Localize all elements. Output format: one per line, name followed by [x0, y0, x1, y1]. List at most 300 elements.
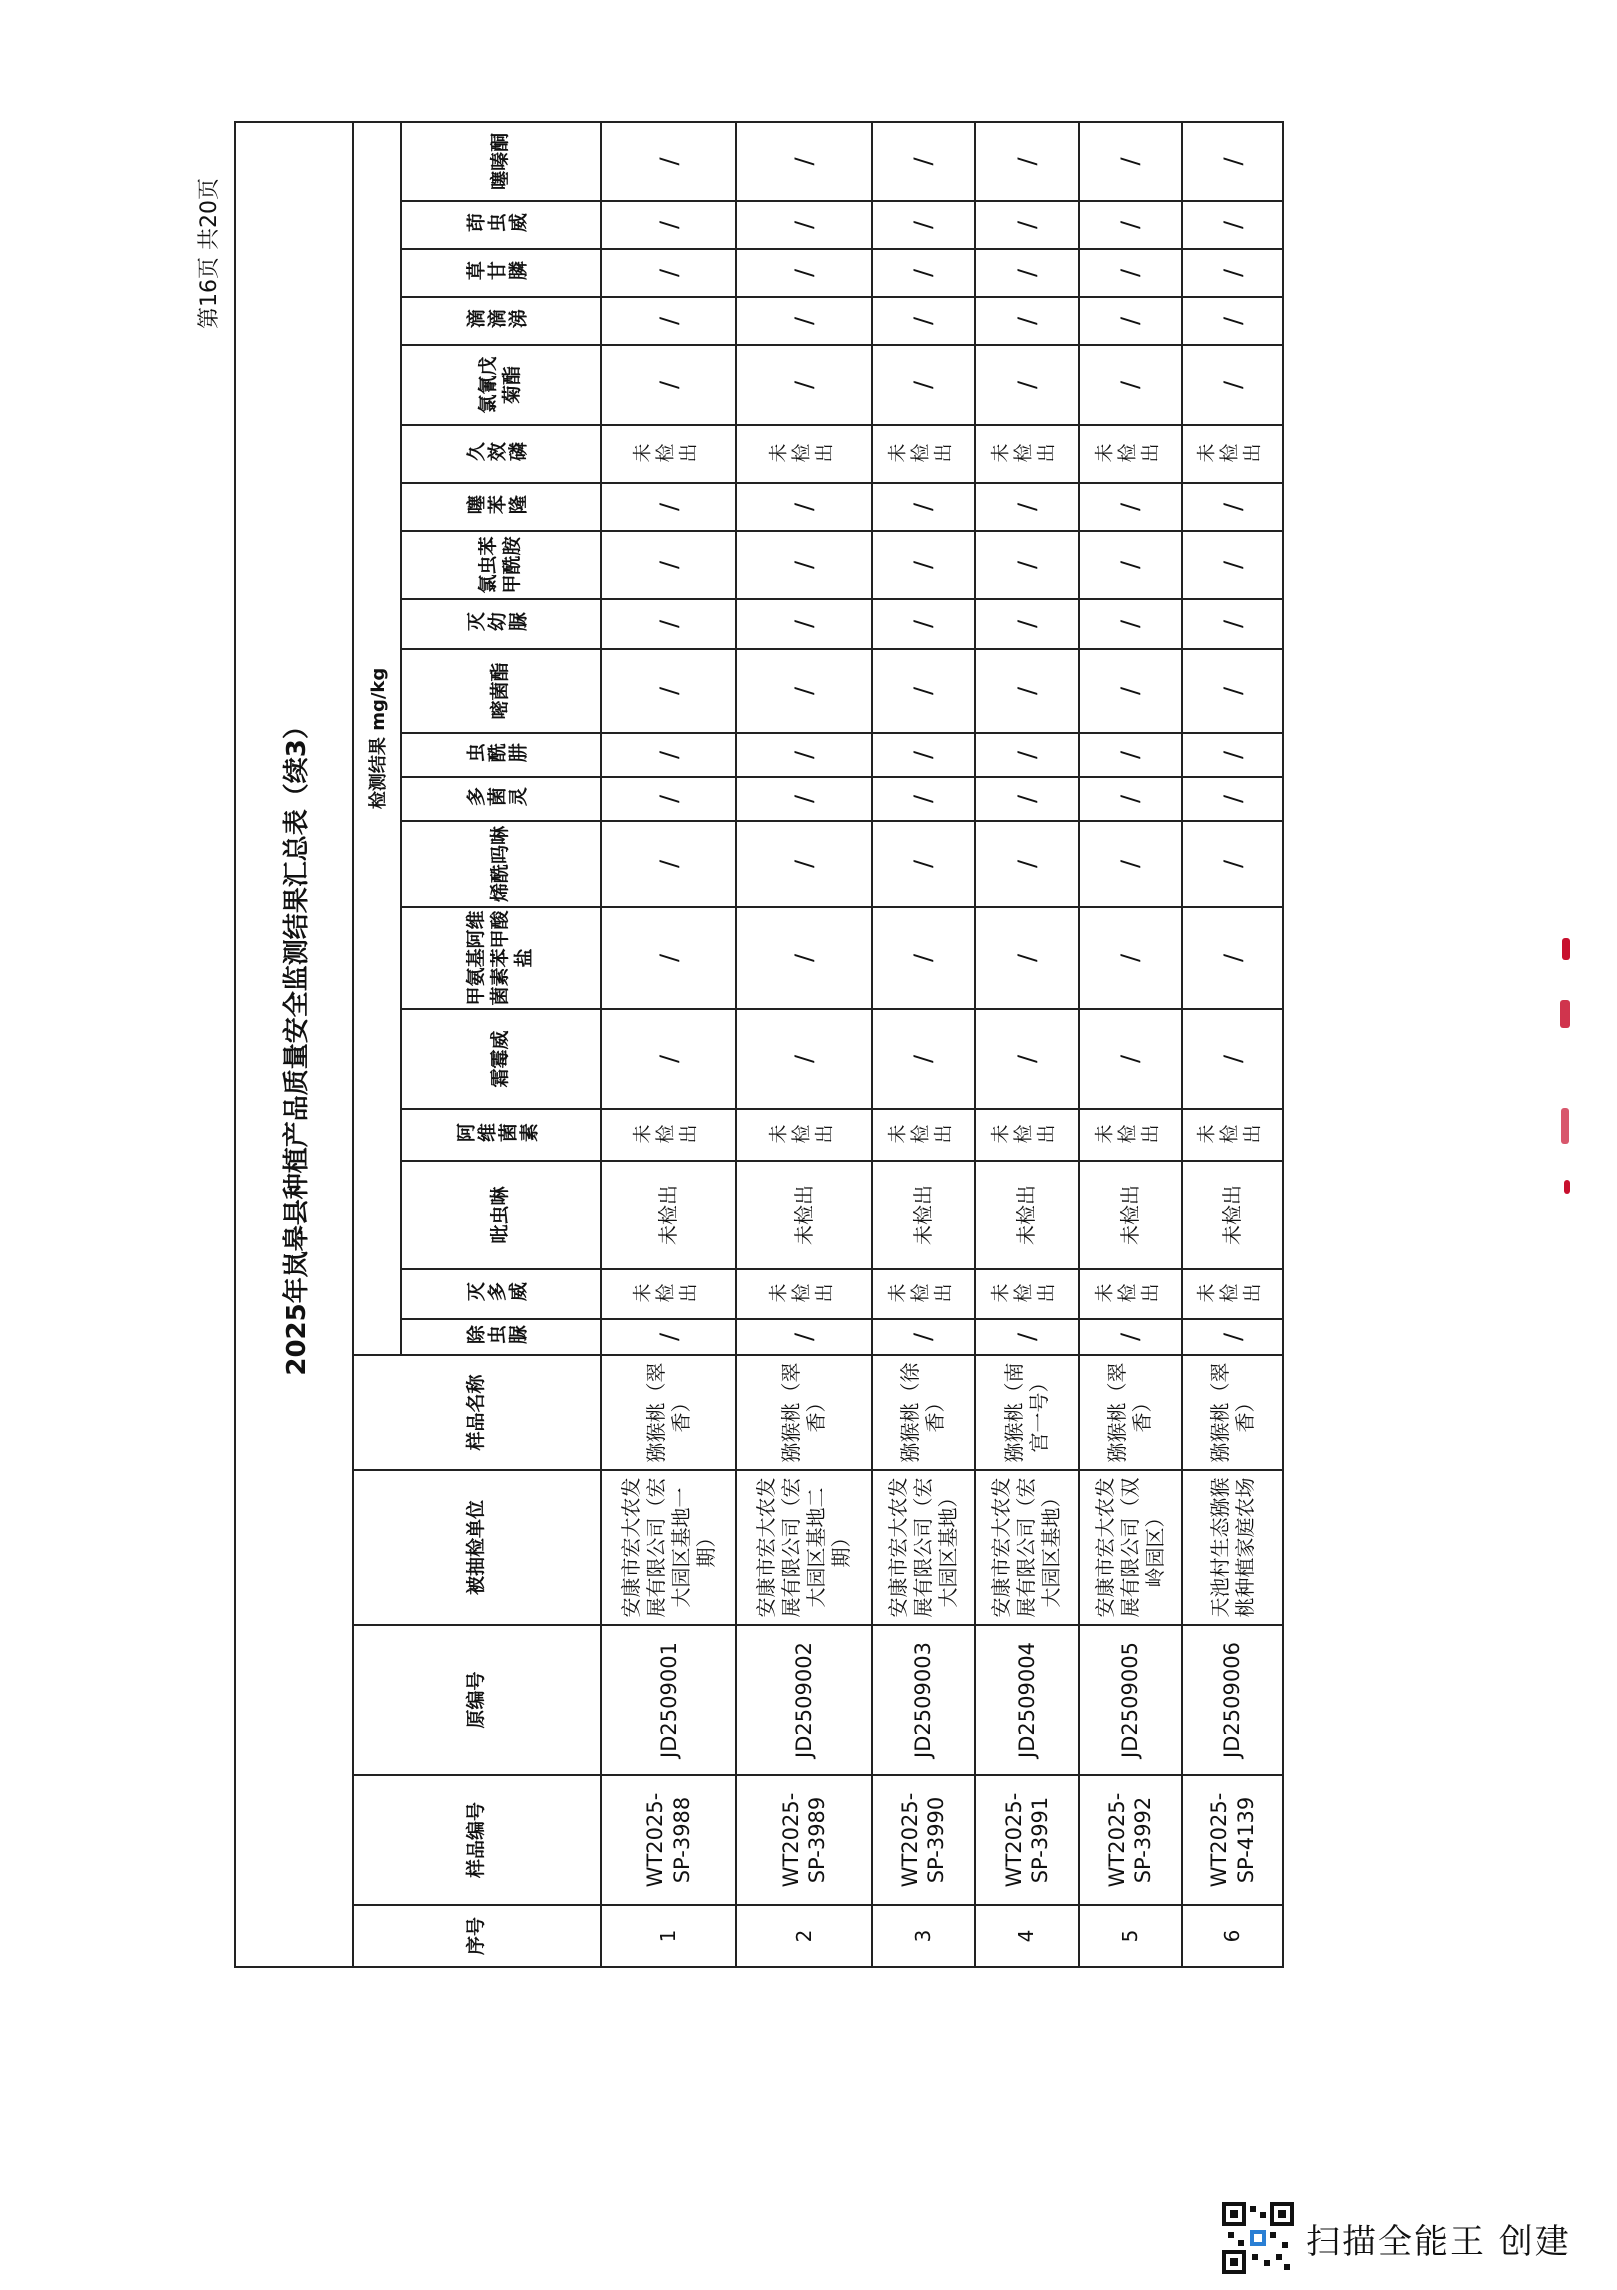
result-value: / [790, 1054, 819, 1064]
header-analyte [401, 483, 601, 531]
row-seq: 5 [1079, 1905, 1182, 1967]
scanner-watermark [1222, 2203, 1571, 2273]
result-cell [601, 1161, 736, 1269]
row-sample-no: WT2025-SP-4139 [1182, 1775, 1283, 1905]
result-cell [601, 821, 736, 907]
qr-code-icon [1222, 2202, 1294, 2274]
result-value: / [909, 1054, 938, 1064]
result-value: / [1012, 686, 1041, 696]
result-value: / [790, 560, 819, 570]
result-cell [975, 1009, 1078, 1109]
result-value: / [909, 560, 938, 570]
header-analyte [401, 201, 601, 249]
result-cell [1182, 733, 1283, 777]
result-value: 未检出 [990, 1124, 1060, 1147]
result-value: / [654, 220, 683, 230]
table-container [197, 132, 1284, 1968]
result-value: / [790, 268, 819, 278]
analyte-label: 灭多威 [466, 1282, 530, 1305]
row-unit: 安康市宏大农发展有限公司（宏大园区基地） [975, 1470, 1078, 1625]
result-cell [1182, 1009, 1283, 1109]
result-value: / [909, 686, 938, 696]
result-value: 未检出 [1196, 1124, 1266, 1147]
result-cell [736, 1009, 871, 1109]
result-value: / [1116, 380, 1145, 390]
result-cell [1079, 1269, 1182, 1319]
result-value: / [1116, 619, 1145, 629]
header-unit: 被抽检单位 [353, 1470, 601, 1625]
result-cell [1182, 249, 1283, 297]
result-value: / [654, 859, 683, 869]
rotated-table-region [197, 132, 1284, 1968]
result-cell [1079, 599, 1182, 649]
result-cell [975, 122, 1078, 201]
result-value: / [654, 560, 683, 570]
result-cell [601, 201, 736, 249]
result-cell [601, 297, 736, 345]
result-value: 未检出 [886, 443, 956, 466]
result-cell [1079, 1009, 1182, 1109]
table-row [1182, 122, 1283, 1967]
result-cell [872, 821, 975, 907]
header-analyte [401, 907, 601, 1009]
row-sample-name: 猕猴桃（翠香） [736, 1355, 871, 1470]
result-value: / [654, 502, 683, 512]
analyte-label: 吡虫啉 [489, 1186, 512, 1244]
result-value: / [654, 1054, 683, 1064]
result-cell [872, 1319, 975, 1355]
result-cell [872, 425, 975, 483]
row-sample-no: WT2025-SP-3991 [975, 1775, 1078, 1905]
result-cell [736, 599, 871, 649]
row-orig-no: JD2509005 [1079, 1625, 1182, 1775]
header-analyte [401, 733, 601, 777]
result-value: 未检出 [656, 1185, 681, 1245]
result-cell [736, 1161, 871, 1269]
result-value: / [1116, 157, 1145, 166]
result-cell [1079, 1161, 1182, 1269]
result-cell [1182, 1161, 1283, 1269]
result-cell [975, 907, 1078, 1009]
result-value: / [1218, 268, 1247, 278]
result-cell [975, 733, 1078, 777]
result-value: / [1116, 268, 1145, 278]
row-seq: 6 [1182, 1905, 1283, 1967]
result-cell [1079, 345, 1182, 425]
result-value: / [909, 1332, 938, 1342]
result-cell [601, 907, 736, 1009]
row-unit: 安康市宏大农发展有限公司（双岭园区） [1079, 1470, 1182, 1625]
result-cell [872, 733, 975, 777]
result-value: 未检出 [886, 1283, 956, 1306]
result-cell [1079, 777, 1182, 821]
result-cell [736, 733, 871, 777]
result-cell [736, 122, 871, 201]
result-value: / [1218, 794, 1247, 804]
result-value: / [1012, 157, 1041, 166]
result-cell [975, 649, 1078, 733]
result-cell [872, 1109, 975, 1161]
result-cell [601, 1009, 736, 1109]
red-stamp-fragment [1560, 1000, 1570, 1028]
result-value: / [790, 220, 819, 230]
analyte-label: 多菌灵 [466, 787, 530, 810]
result-value: / [1116, 220, 1145, 230]
header-analyte [401, 1269, 601, 1319]
result-value: / [654, 686, 683, 696]
result-value: / [1218, 316, 1247, 326]
result-cell [736, 531, 871, 599]
header-analyte [401, 345, 601, 425]
row-unit: 天池村生态猕猴桃种植家庭农场 [1182, 1470, 1283, 1625]
result-cell [975, 425, 1078, 483]
table-row [1079, 122, 1182, 1967]
result-value: / [1116, 953, 1145, 963]
result-cell [1079, 249, 1182, 297]
result-cell [975, 1109, 1078, 1161]
result-cell [601, 1319, 736, 1355]
result-value: 未检出 [910, 1185, 935, 1245]
result-cell [1079, 649, 1182, 733]
scanner-watermark-text: 扫描全能王 创建 [1306, 2221, 1571, 2262]
header-orig-no: 原编号 [353, 1625, 601, 1775]
header-analyte [401, 425, 601, 483]
table-row [601, 122, 736, 1967]
result-cell [736, 345, 871, 425]
result-cell [872, 1009, 975, 1109]
result-cell [975, 1161, 1078, 1269]
row-unit: 安康市宏大农发展有限公司（宏大园区基地一期） [601, 1470, 736, 1625]
result-value: / [1012, 750, 1041, 760]
result-cell [601, 122, 736, 201]
analyte-label: 烯酰吗啉 [489, 826, 512, 903]
result-value: 未检出 [767, 443, 837, 466]
result-cell [601, 733, 736, 777]
result-value: / [1116, 859, 1145, 869]
header-analyte [401, 599, 601, 649]
result-value: / [1218, 157, 1247, 166]
result-value: / [1012, 859, 1041, 869]
result-cell [736, 907, 871, 1009]
result-value: / [1012, 1332, 1041, 1342]
header-analyte [401, 1109, 601, 1161]
result-value: 未检出 [990, 443, 1060, 466]
result-value: / [654, 268, 683, 278]
result-value: / [1012, 502, 1041, 512]
result-value: / [909, 268, 938, 278]
result-cell [975, 1269, 1078, 1319]
result-cell [872, 777, 975, 821]
result-cell [1182, 201, 1283, 249]
result-cell [736, 649, 871, 733]
row-sample-name: 猕猴桃（翠香） [1079, 1355, 1182, 1470]
row-orig-no: JD2509004 [975, 1625, 1078, 1775]
result-cell [601, 345, 736, 425]
result-value: / [654, 750, 683, 760]
result-value: / [790, 502, 819, 512]
result-cell [601, 777, 736, 821]
result-value: / [1012, 619, 1041, 629]
analyte-label: 甲氨基阿维菌素苯甲酸盐 [465, 910, 535, 1006]
result-cell [1182, 649, 1283, 733]
row-orig-no: JD2509006 [1182, 1625, 1283, 1775]
result-cell [736, 297, 871, 345]
result-value: 未检出 [767, 1283, 837, 1306]
result-cell [1182, 821, 1283, 907]
analyte-label: 久效磷 [466, 442, 530, 465]
result-cell [1079, 1109, 1182, 1161]
result-value: / [1218, 502, 1247, 512]
result-cell [601, 483, 736, 531]
result-value: 未检出 [1093, 443, 1163, 466]
result-cell [872, 345, 975, 425]
result-value: / [790, 1332, 819, 1342]
row-seq: 3 [872, 1905, 975, 1967]
result-value: / [1012, 268, 1041, 278]
result-cell [872, 1161, 975, 1269]
result-cell [1079, 201, 1182, 249]
header-analyte [401, 531, 601, 599]
result-value: 未检出 [632, 1283, 702, 1306]
result-cell [975, 1319, 1078, 1355]
result-cell [1182, 599, 1283, 649]
result-cell [736, 1319, 871, 1355]
header-seq: 序号 [353, 1905, 601, 1967]
analyte-label: 氯虫苯甲酰胺 [477, 536, 523, 594]
row-sample-no: WT2025-SP-3990 [872, 1775, 975, 1905]
result-value: / [654, 380, 683, 390]
result-value: / [1116, 794, 1145, 804]
result-cell [872, 599, 975, 649]
analyte-label: 氯氰戊菊酯 [477, 356, 523, 414]
header-analyte [401, 1009, 601, 1109]
row-sample-no: WT2025-SP-3988 [601, 1775, 736, 1905]
row-sample-name: 猕猴桃（徐香） [872, 1355, 975, 1470]
result-value: / [1116, 560, 1145, 570]
result-cell [1079, 821, 1182, 907]
result-value: / [1012, 953, 1041, 963]
result-cell [1079, 483, 1182, 531]
result-value: / [909, 157, 938, 166]
analyte-label: 草甘膦 [466, 261, 530, 284]
analyte-label: 虫酰肼 [466, 743, 530, 766]
result-value: / [790, 619, 819, 629]
row-sample-name: 猕猴桃（南宫一号） [975, 1355, 1078, 1470]
result-value: 未检出 [990, 1283, 1060, 1306]
row-sample-name: 猕猴桃（翠香） [1182, 1355, 1283, 1470]
result-value: / [909, 380, 938, 390]
header-analyte [401, 777, 601, 821]
result-cell [1182, 907, 1283, 1009]
header-sample-no: 样品编号 [353, 1775, 601, 1905]
row-sample-no: WT2025-SP-3989 [736, 1775, 871, 1905]
result-cell [975, 777, 1078, 821]
header-analyte [401, 1319, 601, 1355]
result-cell [601, 531, 736, 599]
result-value: 未检出 [791, 1185, 816, 1245]
analyte-label: 噻嗪酮 [489, 132, 512, 190]
result-value: / [909, 859, 938, 869]
result-cell [1079, 531, 1182, 599]
result-value: 未检出 [1093, 1283, 1163, 1306]
result-value: 未检出 [1014, 1185, 1039, 1245]
result-cell [872, 907, 975, 1009]
result-value: / [1218, 1054, 1247, 1064]
result-value: / [1012, 316, 1041, 326]
result-cell [1182, 1269, 1283, 1319]
result-value: / [1116, 750, 1145, 760]
result-value: / [790, 859, 819, 869]
page-number: 第16页 共20页 [197, 178, 222, 329]
result-value: / [1218, 750, 1247, 760]
result-value: 未检出 [886, 1124, 956, 1147]
analyte-label: 茚虫威 [466, 213, 530, 236]
result-cell [975, 483, 1078, 531]
result-value: / [790, 686, 819, 696]
result-cell [601, 599, 736, 649]
result-value: / [1218, 859, 1247, 869]
result-cell [1182, 345, 1283, 425]
result-value: / [1012, 794, 1041, 804]
result-cell [736, 201, 871, 249]
result-value: / [790, 750, 819, 760]
result-value: / [1218, 1332, 1247, 1342]
result-cell [1079, 425, 1182, 483]
result-cell [872, 1269, 975, 1319]
header-analyte [401, 821, 601, 907]
result-cell [1182, 425, 1283, 483]
result-value: / [1116, 1332, 1145, 1342]
result-cell [736, 425, 871, 483]
result-value: / [1116, 316, 1145, 326]
result-value: / [1218, 619, 1247, 629]
result-value: 未检出 [1196, 443, 1266, 466]
result-value: / [790, 794, 819, 804]
header-analyte [401, 122, 601, 201]
result-value: 未检出 [1196, 1283, 1266, 1306]
result-cell [872, 297, 975, 345]
result-cell [872, 483, 975, 531]
header-analyte [401, 249, 601, 297]
table-row [736, 122, 871, 1967]
result-cell [1079, 297, 1182, 345]
result-value: / [654, 157, 683, 166]
result-value: / [654, 953, 683, 963]
result-value: / [1116, 502, 1145, 512]
result-value: / [1218, 220, 1247, 230]
table-row [975, 122, 1078, 1967]
result-value: 未检出 [1220, 1185, 1245, 1245]
row-seq: 4 [975, 1905, 1078, 1967]
analyte-label: 除虫脲 [466, 1325, 530, 1348]
result-value: / [790, 316, 819, 326]
result-value: / [1012, 380, 1041, 390]
analyte-label: 噻苯隆 [466, 495, 530, 518]
result-cell [872, 249, 975, 297]
table-row [872, 122, 975, 1967]
result-value: 未检出 [632, 443, 702, 466]
header-analyte [401, 649, 601, 733]
row-sample-name: 猕猴桃（翠香） [601, 1355, 736, 1470]
result-cell [736, 777, 871, 821]
result-cell [736, 483, 871, 531]
result-value: 未检出 [767, 1124, 837, 1147]
result-cell [872, 122, 975, 201]
row-orig-no: JD2509003 [872, 1625, 975, 1775]
result-value: / [909, 619, 938, 629]
header-sample-name: 样品名称 [353, 1355, 601, 1470]
result-cell [736, 1109, 871, 1161]
results-table [234, 121, 1284, 1968]
result-cell [601, 249, 736, 297]
analyte-label: 阿维菌素 [455, 1123, 540, 1146]
result-cell [601, 1269, 736, 1319]
result-value: / [909, 502, 938, 512]
result-value: / [654, 794, 683, 804]
result-value: / [1218, 560, 1247, 570]
analyte-label: 灭幼脲 [466, 612, 530, 635]
result-value: / [1116, 1054, 1145, 1064]
result-cell [975, 297, 1078, 345]
row-orig-no: JD2509001 [601, 1625, 736, 1775]
result-value: / [654, 619, 683, 629]
result-value: / [1218, 686, 1247, 696]
result-value: / [909, 220, 938, 230]
header-analyte [401, 1161, 601, 1269]
red-stamp-fragment [1561, 1108, 1569, 1144]
result-cell [601, 649, 736, 733]
result-cell [601, 425, 736, 483]
result-value: / [909, 953, 938, 963]
table-title: 2025年岚皋县种植产品质量安全监测结果汇总表（续3） [235, 122, 353, 1967]
result-cell [975, 249, 1078, 297]
row-orig-no: JD2509002 [736, 1625, 871, 1775]
header-results-group: 检测结果 mg/kg [353, 122, 401, 1355]
result-cell [1182, 483, 1283, 531]
row-seq: 1 [601, 1905, 736, 1967]
analyte-label: 滴滴涕 [466, 309, 530, 332]
analyte-label: 霜霉威 [489, 1030, 512, 1088]
result-value: / [1012, 560, 1041, 570]
result-value: 未检出 [1093, 1124, 1163, 1147]
row-seq: 2 [736, 1905, 871, 1967]
result-value: / [790, 380, 819, 390]
result-cell [1079, 907, 1182, 1009]
result-value: / [1012, 1054, 1041, 1064]
red-stamp-fragment [1562, 938, 1570, 960]
result-value: / [1218, 380, 1247, 390]
result-value: / [654, 316, 683, 326]
result-cell [975, 345, 1078, 425]
result-cell [975, 821, 1078, 907]
result-cell [736, 249, 871, 297]
result-value: / [790, 157, 819, 166]
result-value: / [1218, 953, 1247, 963]
result-value: / [909, 750, 938, 760]
result-value: / [909, 794, 938, 804]
result-cell [601, 1109, 736, 1161]
result-value: / [654, 1332, 683, 1342]
result-value: 未检出 [632, 1124, 702, 1147]
red-stamp-fragment [1564, 1180, 1570, 1194]
result-cell [1182, 1319, 1283, 1355]
row-sample-no: WT2025-SP-3992 [1079, 1775, 1182, 1905]
result-value: / [909, 316, 938, 326]
header-analyte [401, 297, 601, 345]
result-cell [736, 1269, 871, 1319]
result-cell [975, 599, 1078, 649]
analyte-label: 嘧菌酯 [489, 662, 512, 720]
